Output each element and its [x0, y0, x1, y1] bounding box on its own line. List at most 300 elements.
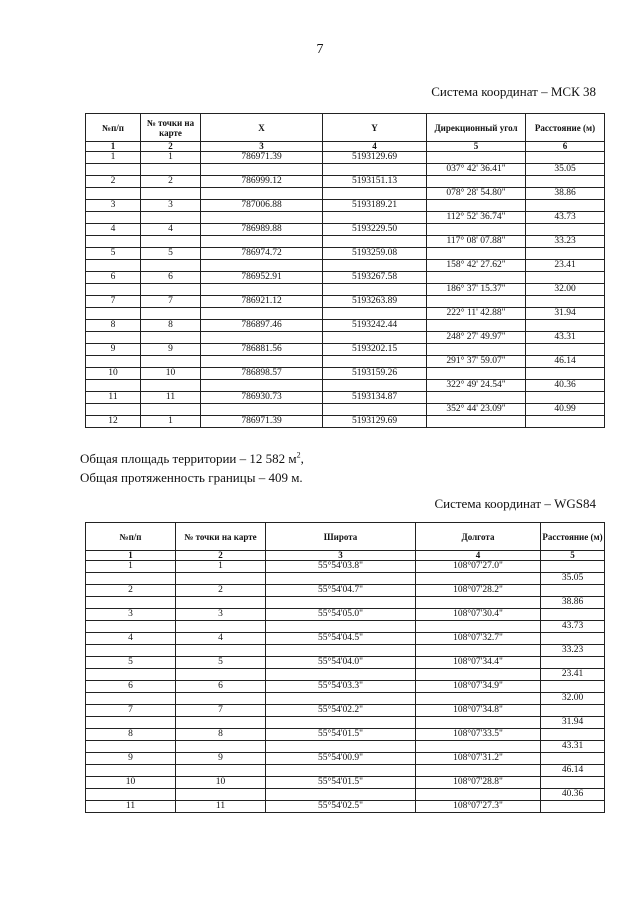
area-unit-superscript: 2: [296, 450, 301, 460]
row-number-cell: 5: [86, 657, 176, 669]
point-number-cell: 5: [176, 657, 266, 669]
empty-cell: [323, 188, 427, 200]
empty-cell: [526, 392, 605, 404]
empty-cell: [176, 597, 266, 609]
point-number-cell: 6: [141, 272, 201, 284]
coordinate-system-title-wgs84: Система координат – WGS84: [434, 496, 596, 511]
y-cell: 5193267.58: [323, 272, 427, 284]
row-number-cell: 8: [86, 320, 141, 332]
empty-cell: [176, 789, 266, 801]
empty-cell: [201, 380, 323, 392]
x-cell: 786881.56: [201, 344, 323, 356]
empty-cell: [86, 380, 141, 392]
empty-cell: [526, 296, 605, 308]
empty-cell: [201, 284, 323, 296]
empty-cell: [526, 224, 605, 236]
table-row: [86, 681, 605, 693]
wgs84-coordinates-table: [85, 522, 605, 813]
x-cell: 786930.73: [201, 392, 323, 404]
distance-cell: 23.41: [541, 669, 605, 681]
empty-cell: [86, 693, 176, 705]
table-row: [86, 753, 605, 765]
row-number-cell: 2: [86, 176, 141, 188]
table-row: [86, 633, 605, 645]
empty-cell: [541, 705, 605, 717]
empty-cell: [416, 765, 541, 777]
row-number-cell: 9: [86, 344, 141, 356]
header-row-number: №п/п: [86, 523, 176, 551]
column-number: 5: [541, 551, 605, 561]
empty-cell: [427, 248, 526, 260]
row-number-cell: 11: [86, 392, 141, 404]
y-cell: 5193242.44: [323, 320, 427, 332]
empty-cell: [86, 573, 176, 585]
empty-cell: [323, 164, 427, 176]
x-cell: 786897.46: [201, 320, 323, 332]
area-label: Общая площадь территории – 12 582 м: [80, 451, 297, 466]
y-cell: 5193263.89: [323, 296, 427, 308]
empty-cell: [141, 332, 201, 344]
row-number-cell: 7: [86, 705, 176, 717]
header-direction-angle: Дирекционный угол: [427, 114, 526, 142]
x-cell: 786971.39: [201, 152, 323, 164]
column-number: 4: [416, 551, 541, 561]
segment-row: [86, 669, 605, 681]
empty-cell: [266, 765, 416, 777]
y-cell: 5193129.69: [323, 152, 427, 164]
header-distance: Расстояние (м): [526, 114, 605, 142]
empty-cell: [526, 200, 605, 212]
empty-cell: [141, 236, 201, 248]
row-number-cell: 4: [86, 224, 141, 236]
segment-row: [86, 573, 605, 585]
empty-cell: [416, 669, 541, 681]
header-row-number: №п/п: [86, 114, 141, 142]
latitude-cell: 55°54'03.3": [266, 681, 416, 693]
empty-cell: [141, 404, 201, 416]
empty-cell: [427, 176, 526, 188]
empty-cell: [201, 356, 323, 368]
x-cell: 786971.39: [201, 416, 323, 428]
empty-cell: [176, 645, 266, 657]
empty-cell: [266, 645, 416, 657]
column-number: 4: [323, 142, 427, 152]
msk38-coordinates-table: [85, 113, 605, 428]
empty-cell: [541, 801, 605, 813]
empty-cell: [323, 308, 427, 320]
table-row: [86, 392, 605, 404]
longitude-cell: 108°07'27.0": [416, 561, 541, 573]
empty-cell: [541, 561, 605, 573]
empty-cell: [86, 260, 141, 272]
segment-row: [86, 645, 605, 657]
empty-cell: [323, 212, 427, 224]
empty-cell: [427, 368, 526, 380]
header-distance: Расстояние (м): [541, 523, 605, 551]
empty-cell: [266, 621, 416, 633]
longitude-cell: 108°07'30.4": [416, 609, 541, 621]
empty-cell: [427, 224, 526, 236]
empty-cell: [526, 368, 605, 380]
empty-cell: [526, 176, 605, 188]
table-row: [86, 368, 605, 380]
distance-cell: 38.86: [541, 597, 605, 609]
distance-cell: 46.14: [541, 765, 605, 777]
empty-cell: [141, 212, 201, 224]
distance-cell: 31.94: [541, 717, 605, 729]
row-number-cell: 3: [86, 200, 141, 212]
empty-cell: [427, 320, 526, 332]
empty-cell: [201, 404, 323, 416]
table-row: [86, 344, 605, 356]
latitude-cell: 55°54'02.2": [266, 705, 416, 717]
empty-cell: [416, 717, 541, 729]
point-number-cell: 2: [176, 585, 266, 597]
row-number-cell: 6: [86, 272, 141, 284]
empty-cell: [86, 164, 141, 176]
table-row: [86, 585, 605, 597]
empty-cell: [201, 164, 323, 176]
direction-angle-cell: 291° 37' 59.07": [427, 356, 526, 368]
empty-cell: [323, 236, 427, 248]
empty-cell: [266, 693, 416, 705]
empty-cell: [86, 741, 176, 753]
y-cell: 5193159.26: [323, 368, 427, 380]
longitude-cell: 108°07'28.2": [416, 585, 541, 597]
y-cell: 5193129.69: [323, 416, 427, 428]
x-cell: 787006.88: [201, 200, 323, 212]
table-row: [86, 296, 605, 308]
empty-cell: [541, 681, 605, 693]
table-row: [86, 729, 605, 741]
total-length-text: Общая протяженность границы – 409 м.: [80, 470, 303, 485]
point-number-cell: 8: [176, 729, 266, 741]
direction-angle-cell: 222° 11' 42.88": [427, 308, 526, 320]
latitude-cell: 55°54'00.9": [266, 753, 416, 765]
empty-cell: [86, 356, 141, 368]
y-cell: 5193202.15: [323, 344, 427, 356]
empty-cell: [176, 693, 266, 705]
header-x: X: [201, 114, 323, 142]
empty-cell: [323, 260, 427, 272]
empty-cell: [141, 164, 201, 176]
empty-cell: [526, 320, 605, 332]
empty-cell: [526, 416, 605, 428]
table-row: [86, 801, 605, 813]
latitude-cell: 55°54'01.5": [266, 729, 416, 741]
row-number-cell: 1: [86, 561, 176, 573]
y-cell: 5193134.87: [323, 392, 427, 404]
distance-cell: 35.05: [526, 164, 605, 176]
segment-row: [86, 693, 605, 705]
table-row: [86, 272, 605, 284]
segment-row: [86, 380, 605, 392]
table-row: [86, 176, 605, 188]
latitude-cell: 55°54'01.5": [266, 777, 416, 789]
point-number-cell: 10: [176, 777, 266, 789]
point-number-cell: 1: [141, 416, 201, 428]
table-row: [86, 777, 605, 789]
direction-angle-cell: 112° 52' 36.74": [427, 212, 526, 224]
empty-cell: [427, 200, 526, 212]
empty-cell: [141, 356, 201, 368]
direction-angle-cell: 352° 44' 23.09": [427, 404, 526, 416]
empty-cell: [86, 212, 141, 224]
point-number-cell: 7: [141, 296, 201, 308]
empty-cell: [541, 729, 605, 741]
empty-cell: [176, 717, 266, 729]
distance-cell: 46.14: [526, 356, 605, 368]
empty-cell: [86, 669, 176, 681]
direction-angle-cell: 248° 27' 49.97": [427, 332, 526, 344]
empty-cell: [176, 669, 266, 681]
coordinate-system-title-msk38: Система координат – МСК 38: [431, 84, 596, 99]
direction-angle-cell: 158° 42' 27.62": [427, 260, 526, 272]
longitude-cell: 108°07'34.8": [416, 705, 541, 717]
row-number-cell: 12: [86, 416, 141, 428]
x-cell: 786999.12: [201, 176, 323, 188]
segment-row: [86, 308, 605, 320]
area-tail: ,: [300, 451, 304, 466]
empty-cell: [526, 344, 605, 356]
longitude-cell: 108°07'32.7": [416, 633, 541, 645]
empty-cell: [416, 645, 541, 657]
latitude-cell: 55°54'03.8": [266, 561, 416, 573]
empty-cell: [201, 188, 323, 200]
empty-cell: [541, 777, 605, 789]
empty-cell: [141, 380, 201, 392]
header-y: Y: [323, 114, 427, 142]
direction-angle-cell: 078° 28' 54.80": [427, 188, 526, 200]
empty-cell: [201, 332, 323, 344]
y-cell: 5193189.21: [323, 200, 427, 212]
table-row: [86, 248, 605, 260]
empty-cell: [541, 657, 605, 669]
empty-cell: [416, 573, 541, 585]
empty-cell: [266, 573, 416, 585]
point-number-cell: 11: [176, 801, 266, 813]
empty-cell: [86, 621, 176, 633]
empty-cell: [266, 789, 416, 801]
distance-cell: 40.36: [541, 789, 605, 801]
empty-cell: [416, 597, 541, 609]
page-number: 7: [316, 42, 324, 57]
table-row: [86, 320, 605, 332]
distance-cell: 43.31: [541, 741, 605, 753]
y-cell: 5193229.50: [323, 224, 427, 236]
point-number-cell: 8: [141, 320, 201, 332]
column-number: 2: [176, 551, 266, 561]
empty-cell: [427, 344, 526, 356]
empty-cell: [427, 416, 526, 428]
segment-row: [86, 260, 605, 272]
empty-cell: [86, 717, 176, 729]
point-number-cell: 3: [141, 200, 201, 212]
point-number-cell: 5: [141, 248, 201, 260]
x-cell: 786921.12: [201, 296, 323, 308]
row-number-cell: 5: [86, 248, 141, 260]
longitude-cell: 108°07'31.2": [416, 753, 541, 765]
point-number-cell: 6: [176, 681, 266, 693]
empty-cell: [176, 765, 266, 777]
empty-cell: [176, 741, 266, 753]
empty-cell: [86, 789, 176, 801]
point-number-cell: 1: [141, 152, 201, 164]
longitude-cell: 108°07'27.3": [416, 801, 541, 813]
column-number: 3: [266, 551, 416, 561]
y-cell: 5193151.13: [323, 176, 427, 188]
header-point-number: № точки на карте: [176, 523, 266, 551]
empty-cell: [86, 332, 141, 344]
point-number-cell: 2: [141, 176, 201, 188]
column-number: 6: [526, 142, 605, 152]
row-number-cell: 1: [86, 152, 141, 164]
segment-row: [86, 332, 605, 344]
row-number-cell: 3: [86, 609, 176, 621]
point-number-cell: 9: [176, 753, 266, 765]
table-row: [86, 609, 605, 621]
table-row: [86, 705, 605, 717]
table-row: [86, 152, 605, 164]
empty-cell: [323, 380, 427, 392]
empty-cell: [541, 585, 605, 597]
empty-cell: [266, 597, 416, 609]
direction-angle-cell: 322° 49' 24.54": [427, 380, 526, 392]
empty-cell: [141, 308, 201, 320]
row-number-cell: 7: [86, 296, 141, 308]
empty-cell: [427, 152, 526, 164]
point-number-cell: 7: [176, 705, 266, 717]
row-number-cell: 2: [86, 585, 176, 597]
empty-cell: [266, 717, 416, 729]
empty-cell: [141, 284, 201, 296]
x-cell: 786974.72: [201, 248, 323, 260]
latitude-cell: 55°54'02.5": [266, 801, 416, 813]
empty-cell: [176, 621, 266, 633]
row-number-cell: 10: [86, 368, 141, 380]
empty-cell: [266, 669, 416, 681]
point-number-cell: 3: [176, 609, 266, 621]
point-number-cell: 9: [141, 344, 201, 356]
empty-cell: [266, 741, 416, 753]
column-number: 1: [86, 551, 176, 561]
longitude-cell: 108°07'34.9": [416, 681, 541, 693]
segment-row: [86, 188, 605, 200]
empty-cell: [416, 621, 541, 633]
direction-angle-cell: 186° 37' 15.37": [427, 284, 526, 296]
empty-cell: [541, 633, 605, 645]
empty-cell: [201, 236, 323, 248]
segment-row: [86, 741, 605, 753]
direction-angle-cell: 117° 08' 07.88": [427, 236, 526, 248]
empty-cell: [86, 645, 176, 657]
segment-row: [86, 356, 605, 368]
empty-cell: [323, 284, 427, 296]
empty-cell: [86, 308, 141, 320]
empty-cell: [416, 789, 541, 801]
row-number-cell: 10: [86, 777, 176, 789]
header-latitude: Широта: [266, 523, 416, 551]
segment-row: [86, 621, 605, 633]
empty-cell: [201, 308, 323, 320]
direction-angle-cell: 037° 42' 36.41": [427, 164, 526, 176]
distance-cell: 32.00: [526, 284, 605, 296]
empty-cell: [427, 392, 526, 404]
empty-cell: [201, 260, 323, 272]
row-number-cell: 8: [86, 729, 176, 741]
header-point-number: № точки на карте: [141, 114, 201, 142]
point-number-cell: 10: [141, 368, 201, 380]
segment-row: [86, 164, 605, 176]
column-number: 3: [201, 142, 323, 152]
empty-cell: [323, 404, 427, 416]
total-area-text: [80, 451, 304, 467]
x-cell: 786989.88: [201, 224, 323, 236]
table-row: [86, 561, 605, 573]
empty-cell: [416, 693, 541, 705]
row-number-cell: 9: [86, 753, 176, 765]
empty-cell: [427, 296, 526, 308]
empty-cell: [86, 404, 141, 416]
table-row: [86, 657, 605, 669]
segment-row: [86, 212, 605, 224]
latitude-cell: 55°54'04.0": [266, 657, 416, 669]
distance-cell: 33.23: [541, 645, 605, 657]
x-cell: 786898.57: [201, 368, 323, 380]
segment-row: [86, 765, 605, 777]
segment-row: [86, 789, 605, 801]
distance-cell: 33.23: [526, 236, 605, 248]
x-cell: 786952.91: [201, 272, 323, 284]
latitude-cell: 55°54'05.0": [266, 609, 416, 621]
empty-cell: [86, 188, 141, 200]
distance-cell: 38.86: [526, 188, 605, 200]
empty-cell: [176, 573, 266, 585]
empty-cell: [323, 356, 427, 368]
empty-cell: [541, 753, 605, 765]
empty-cell: [86, 284, 141, 296]
distance-cell: 43.73: [541, 621, 605, 633]
longitude-cell: 108°07'34.4": [416, 657, 541, 669]
empty-cell: [526, 272, 605, 284]
empty-cell: [86, 236, 141, 248]
segment-row: [86, 236, 605, 248]
column-number: 1: [86, 142, 141, 152]
distance-cell: 40.99: [526, 404, 605, 416]
distance-cell: 31.94: [526, 308, 605, 320]
empty-cell: [541, 609, 605, 621]
empty-cell: [86, 765, 176, 777]
row-number-cell: 4: [86, 633, 176, 645]
column-number: 2: [141, 142, 201, 152]
latitude-cell: 55°54'04.7": [266, 585, 416, 597]
segment-row: [86, 404, 605, 416]
segment-row: [86, 284, 605, 296]
table-row: [86, 200, 605, 212]
distance-cell: 32.00: [541, 693, 605, 705]
distance-cell: 23.41: [526, 260, 605, 272]
empty-cell: [141, 260, 201, 272]
latitude-cell: 55°54'04.5": [266, 633, 416, 645]
point-number-cell: 1: [176, 561, 266, 573]
y-cell: 5193259.08: [323, 248, 427, 260]
point-number-cell: 4: [141, 224, 201, 236]
empty-cell: [201, 212, 323, 224]
empty-cell: [141, 188, 201, 200]
empty-cell: [86, 597, 176, 609]
distance-cell: 35.05: [541, 573, 605, 585]
distance-cell: 43.31: [526, 332, 605, 344]
